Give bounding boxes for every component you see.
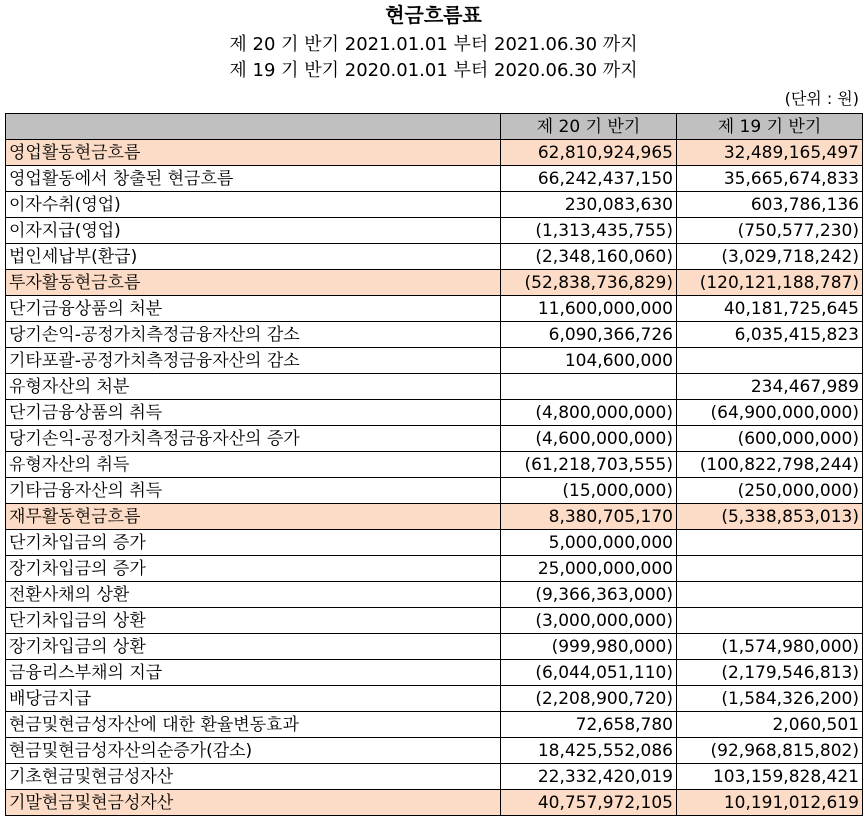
table-row xyxy=(6,478,863,504)
current-period-value: 230,083,630 xyxy=(501,192,677,218)
table-row xyxy=(6,192,863,218)
table-row xyxy=(6,400,863,426)
table-row xyxy=(6,634,863,660)
table-row xyxy=(6,374,863,400)
current-period-value: 11,600,000,000 xyxy=(501,296,677,322)
table-row xyxy=(6,660,863,686)
current-period-value: (9,366,363,000) xyxy=(501,582,677,608)
table-row xyxy=(6,166,863,192)
current-period-value: (4,600,000,000) xyxy=(501,426,677,452)
current-period-value: 40,757,972,105 xyxy=(501,790,677,816)
cash-flow-table xyxy=(5,113,863,816)
table-row xyxy=(6,608,863,634)
prior-period-value xyxy=(677,348,863,374)
table-row xyxy=(6,270,863,296)
prior-period-value: (1,574,980,000) xyxy=(677,634,863,660)
prior-period-value xyxy=(677,556,863,582)
table-row xyxy=(6,244,863,270)
prior-period-value: (600,000,000) xyxy=(677,426,863,452)
table-row xyxy=(6,296,863,322)
row-label: 기초현금및현금성자산 xyxy=(6,764,501,790)
row-label: 단기금융상품의 처분 xyxy=(6,296,501,322)
table-row xyxy=(6,764,863,790)
current-period-value: (15,000,000) xyxy=(501,478,677,504)
row-label: 법인세납부(환급) xyxy=(6,244,501,270)
current-period-value: 5,000,000,000 xyxy=(501,530,677,556)
prior-period-value: (92,968,815,802) xyxy=(677,738,863,764)
prior-period-value: (5,338,853,013) xyxy=(677,504,863,530)
table-header-row xyxy=(6,114,863,140)
prior-period-value: (120,121,188,787) xyxy=(677,270,863,296)
prior-period-value: (64,900,000,000) xyxy=(677,400,863,426)
row-label: 기말현금및현금성자산 xyxy=(6,790,501,816)
prior-period-value: 234,467,989 xyxy=(677,374,863,400)
row-label: 금융리스부채의 지급 xyxy=(6,660,501,686)
current-period-value: (52,838,736,829) xyxy=(501,270,677,296)
current-period-value: 104,600,000 xyxy=(501,348,677,374)
row-label: 투자활동현금흐름 xyxy=(6,270,501,296)
row-label: 현금및현금성자산에 대한 환율변동효과 xyxy=(6,712,501,738)
row-label: 영업활동현금흐름 xyxy=(6,140,501,166)
table-row xyxy=(6,530,863,556)
current-period-value: 62,810,924,965 xyxy=(501,140,677,166)
current-period-value: 8,380,705,170 xyxy=(501,504,677,530)
prior-period-value: 603,786,136 xyxy=(677,192,863,218)
unit-label: (단위 : 원) xyxy=(784,89,859,108)
current-period-value: 6,090,366,726 xyxy=(501,322,677,348)
page-title: 현금흐름표 xyxy=(385,3,482,27)
prior-period-value: 40,181,725,645 xyxy=(677,296,863,322)
current-period-value: (4,800,000,000) xyxy=(501,400,677,426)
prior-period-value: 32,489,165,497 xyxy=(677,140,863,166)
row-label: 유형자산의 처분 xyxy=(6,374,501,400)
current-period-value: (61,218,703,555) xyxy=(501,452,677,478)
row-label: 재무활동현금흐름 xyxy=(6,504,501,530)
table-row xyxy=(6,322,863,348)
current-period-value: 25,000,000,000 xyxy=(501,556,677,582)
prior-period-value: (2,179,546,813) xyxy=(677,660,863,686)
row-label: 현금및현금성자산의순증가(감소) xyxy=(6,738,501,764)
table-row xyxy=(6,218,863,244)
header-label-cell xyxy=(6,114,501,140)
row-label: 이자지급(영업) xyxy=(6,218,501,244)
current-period-value: 22,332,420,019 xyxy=(501,764,677,790)
table-row xyxy=(6,712,863,738)
row-label: 당기손익-공정가치측정금융자산의 감소 xyxy=(6,322,501,348)
row-label: 배당금지급 xyxy=(6,686,501,712)
row-label: 기타금융자산의 취득 xyxy=(6,478,501,504)
current-period-value xyxy=(501,374,677,400)
current-period-value: (6,044,051,110) xyxy=(501,660,677,686)
prior-period-value: 6,035,415,823 xyxy=(677,322,863,348)
row-label: 단기차입금의 상환 xyxy=(6,608,501,634)
prior-period-value: (3,029,718,242) xyxy=(677,244,863,270)
table-row xyxy=(6,686,863,712)
current-period-value: (2,208,900,720) xyxy=(501,686,677,712)
prior-period-value: 103,159,828,421 xyxy=(677,764,863,790)
row-label: 이자수취(영업) xyxy=(6,192,501,218)
prior-period-value: 35,665,674,833 xyxy=(677,166,863,192)
row-label: 단기차입금의 증가 xyxy=(6,530,501,556)
prior-period-value xyxy=(677,530,863,556)
row-label: 전환사채의 상환 xyxy=(6,582,501,608)
row-label: 장기차입금의 상환 xyxy=(6,634,501,660)
row-label: 영업활동에서 창출된 현금흐름 xyxy=(6,166,501,192)
current-period-value: (1,313,435,755) xyxy=(501,218,677,244)
header-current-period: 제 20 기 반기 xyxy=(501,114,677,140)
header-prior-period: 제 19 기 반기 xyxy=(677,114,863,140)
row-label: 단기금융상품의 취득 xyxy=(6,400,501,426)
prior-period-value: (100,822,798,244) xyxy=(677,452,863,478)
prior-period-value: (250,000,000) xyxy=(677,478,863,504)
table-row xyxy=(6,504,863,530)
current-period-value: 72,658,780 xyxy=(501,712,677,738)
period-current: 제 20 기 반기 2021.01.01 부터 2021.06.30 까지 xyxy=(229,34,638,55)
table-row xyxy=(6,556,863,582)
table-body xyxy=(6,140,863,816)
current-period-value: 18,425,552,086 xyxy=(501,738,677,764)
prior-period-value xyxy=(677,582,863,608)
current-period-value: (999,980,000) xyxy=(501,634,677,660)
row-label: 유형자산의 취득 xyxy=(6,452,501,478)
table-row xyxy=(6,582,863,608)
prior-period-value xyxy=(677,608,863,634)
row-label: 당기손익-공정가치측정금융자산의 증가 xyxy=(6,426,501,452)
period-prior: 제 19 기 반기 2020.01.01 부터 2020.06.30 까지 xyxy=(229,60,638,81)
table-row xyxy=(6,452,863,478)
current-period-value: 66,242,437,150 xyxy=(501,166,677,192)
row-label: 장기차입금의 증가 xyxy=(6,556,501,582)
current-period-value: (2,348,160,060) xyxy=(501,244,677,270)
table-row xyxy=(6,738,863,764)
prior-period-value: (1,584,326,200) xyxy=(677,686,863,712)
prior-period-value: (750,577,230) xyxy=(677,218,863,244)
prior-period-value: 2,060,501 xyxy=(677,712,863,738)
prior-period-value: 10,191,012,619 xyxy=(677,790,863,816)
table-row xyxy=(6,140,863,166)
table-row xyxy=(6,348,863,374)
table-row xyxy=(6,426,863,452)
table-row xyxy=(6,790,863,816)
current-period-value: (3,000,000,000) xyxy=(501,608,677,634)
row-label: 기타포괄-공정가치측정금융자산의 감소 xyxy=(6,348,501,374)
